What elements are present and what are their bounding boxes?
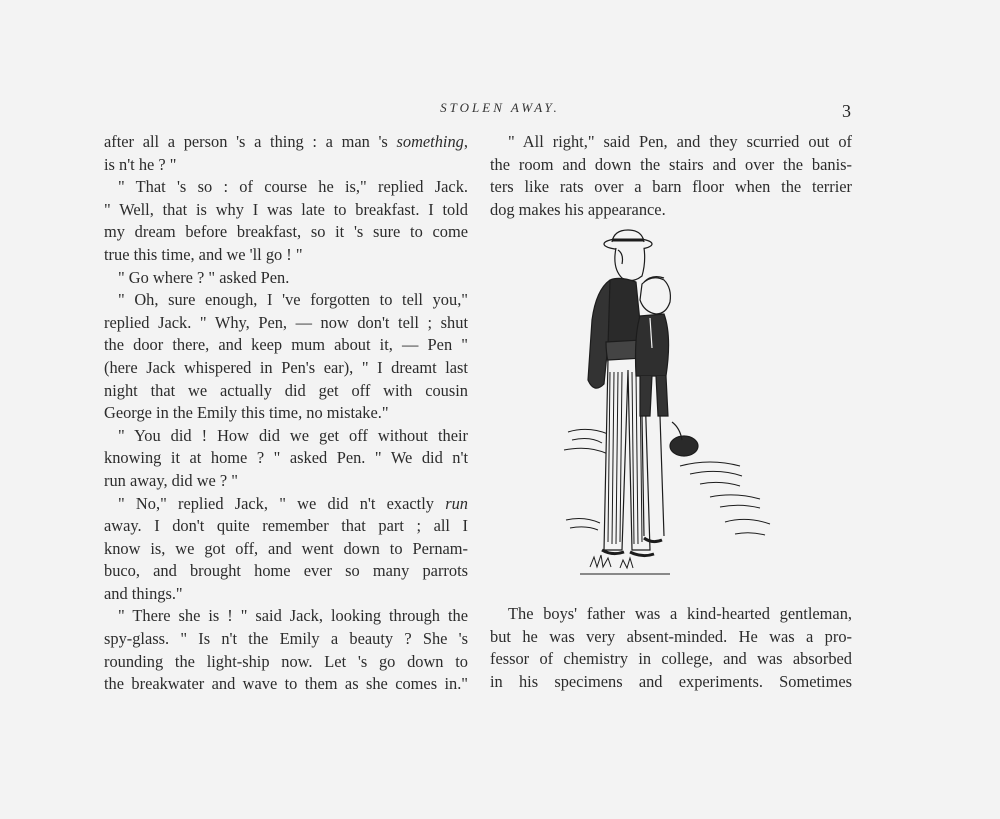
text-line: the breakwater and wave to them as she comes in.": [104, 674, 468, 694]
text-line: buco, and brought home ever so many parrots: [104, 561, 468, 581]
text-line: " There she is ! " said Jack, looking through the: [118, 606, 468, 626]
text-line: the door there, and keep mum about it, — Pen ": [104, 335, 468, 355]
text-line: is n't he ? ": [104, 154, 177, 174]
text-line: " Go where ? " asked Pen.: [118, 267, 290, 287]
text-line: but he was very absent-minded. He was a pro-: [490, 626, 852, 646]
text-line: " Well, that is why I was late to breakfast. I told: [104, 199, 468, 219]
right-column-top-text: [490, 131, 852, 221]
text-line: run away, did we ? ": [104, 470, 238, 490]
running-title: STOLEN AWAY.: [440, 100, 560, 115]
text-line: (here Jack whispered in Pen's ear), " I dreamt last: [104, 357, 468, 377]
text-line: The boys' father was a kind-hearted gentleman,: [508, 604, 852, 623]
text-line: George in the Emily this time, no mistake.": [104, 403, 389, 423]
text-line: " No," replied Jack, " we did n't exactly run: [118, 493, 468, 513]
text-line: night that we actually did get off with cousin: [104, 380, 468, 400]
text-line: spy-glass. " Is n't the Emily a beauty ? She 's: [104, 629, 468, 649]
text-line: " All right," said Pen, and they scurried out of: [508, 132, 852, 151]
text-line: fessor of chemistry in college, and was absorbed: [490, 649, 852, 669]
text-line: replied Jack. " Why, Pen, — now don't tell ; shut: [104, 312, 468, 332]
text-line: the room and down the stairs and over the banis-: [490, 154, 852, 174]
text-line: and things.": [104, 583, 183, 603]
text-line: know is, we got off, and went down to Pernam-: [104, 538, 468, 558]
text-line: in his specimens and experiments. Sometimes: [490, 671, 852, 691]
text-line: ters like rats over a barn floor when the terrier: [490, 177, 852, 197]
text-line: after all a person 's a thing : a man 's something,: [104, 132, 468, 151]
text-line: rounding the light-ship now. Let 's go down to: [104, 651, 468, 671]
right-column-bottom-text: [490, 603, 852, 693]
text-line: knowing it at home ? " asked Pen. " We did n't: [104, 448, 468, 468]
page-number: 3: [842, 101, 851, 121]
text-line: dog makes his appearance.: [490, 199, 666, 219]
text-line: away. I don't quite remember that part ; all I: [104, 516, 468, 536]
ground-hatching: [564, 429, 770, 574]
left-column-text: [104, 131, 468, 696]
text-line: " That 's so : of course he is," replied Jack.: [118, 177, 468, 197]
text-line: my dream before breakfast, so it 's sure to come: [104, 222, 468, 242]
boys-illustration: [560, 222, 790, 584]
text-line: true this time, and we 'll go ! ": [104, 244, 303, 264]
text-line: " Oh, sure enough, I 've forgotten to tell you,": [118, 290, 468, 310]
text-line: " You did ! How did we get off without their: [118, 425, 468, 445]
